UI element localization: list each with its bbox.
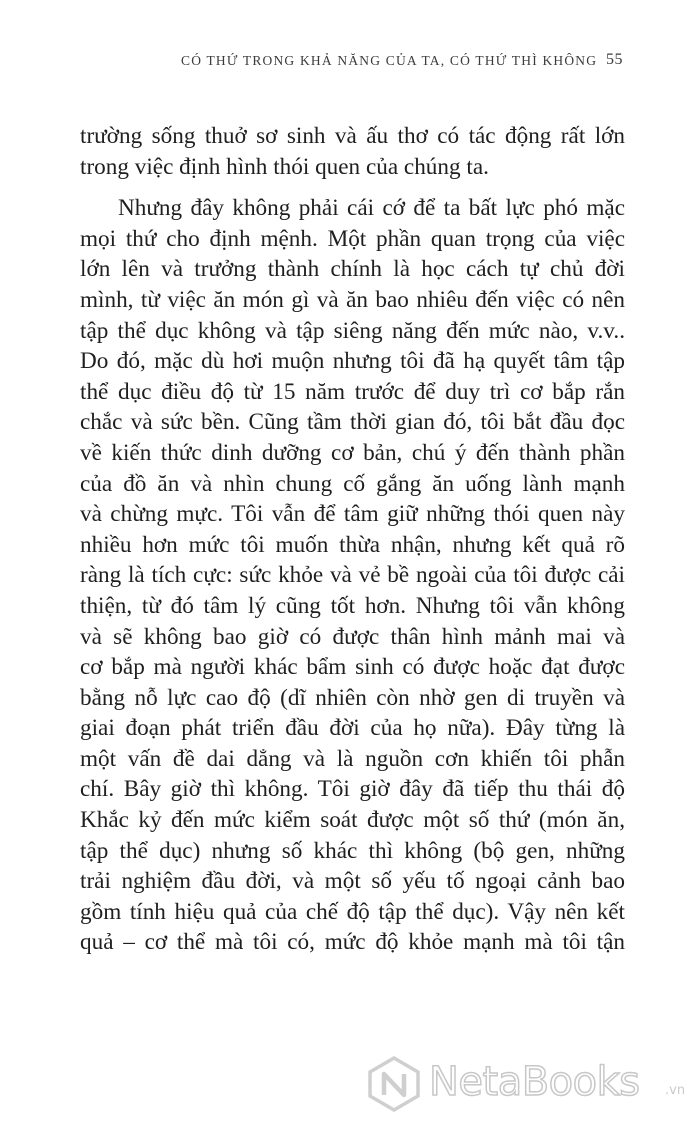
text-line: mọi thứ cho định mệnh. Một phần quan trọng của việc <box>80 225 625 252</box>
text-line: giai đoạn phát triển đầu đời của họ nữa). Đây từng là <box>80 715 625 742</box>
text-line: ràng là tích cực: sức khỏe và vẻ bề ngoài của tôi được cải <box>80 562 625 589</box>
text-line: lớn lên và trưởng thành chính là học cách tự chủ đời <box>80 256 625 283</box>
text-line: bằng nỗ lực cao độ (dĩ nhiên còn nhờ gen di truyền và <box>80 684 625 711</box>
text-line: một vấn đề dai dẳng và là nguồn cơn khiến tôi phẫn <box>80 745 625 772</box>
text-line: tập thể dục không và tập siêng năng đến mức nào, v.v.. <box>80 317 625 344</box>
paragraph <box>80 193 625 958</box>
text-line: cơ bắp mà người khác bẩm sinh có được hoặc đạt được <box>80 654 625 681</box>
text-line: Nhưng đây không phải cái cớ để ta bất lực phó mặc <box>118 195 625 222</box>
text-line: thiện, từ đó tâm lý cũng tốt hơn. Nhưng tôi vẫn không <box>80 592 625 619</box>
text-line: tập thể dục) nhưng số khác thì không (bộ gen, những <box>80 837 625 864</box>
text-line: chắc và sức bền. Cũng tầm thời gian đó, tôi bắt đầu đọc <box>80 409 625 436</box>
text-line: về kiến thức dinh dưỡng cơ bản, chú ý đến thành phần <box>80 439 625 466</box>
text-line: nhiều hơn mức tôi muốn thừa nhận, nhưng kết quả rõ <box>80 531 625 558</box>
running-header <box>0 49 700 73</box>
text-line: quả – cơ thể mà tôi có, mức độ khỏe mạnh mà tôi tận <box>80 929 625 956</box>
page-number: 55 <box>606 51 623 68</box>
text-line: trong việc định hình thói quen của chúng ta. <box>80 153 489 180</box>
text-line: mình, từ việc ăn món gì và ăn bao nhiêu đến việc có nên <box>80 286 625 313</box>
running-header-title: CÓ THỨ TRONG KHẢ NĂNG CỦA TA, CÓ THỨ THÌ KHÔNG <box>181 53 598 68</box>
text-line: và sẽ không bao giờ có được thân hình mảnh mai và <box>80 623 625 650</box>
text-line: Do đó, mặc dù hơi muộn nhưng tôi đã hạ quyết tâm tập <box>80 348 625 375</box>
text-line: chí. Bây giờ thì không. Tôi giờ đây đã tiếp thu thái độ <box>80 776 625 803</box>
text-line: và chừng mực. Tôi vẫn để tâm giữ những thói quen này <box>80 501 625 528</box>
text-line: gồm tính hiệu quả của chế độ tập thể dục). Vậy nên kết <box>80 898 625 925</box>
watermark-brand: NetaBooks <box>429 1059 640 1105</box>
text-line: của đồ ăn và nhìn chung cố gắng ăn uống lành mạnh <box>80 470 625 497</box>
text-line: trường sống thuở sơ sinh và ấu thơ có tác động rất lớn <box>80 123 625 149</box>
watermark <box>365 1053 695 1117</box>
text-line: Khắc kỷ đến mức kiểm soát được một số thứ (món ăn, <box>80 807 625 834</box>
paragraph <box>80 121 625 182</box>
text-line: thể dục điều độ từ 15 năm trước để duy trì cơ bắp rắn <box>80 378 625 405</box>
netabooks-logo-icon <box>365 1055 423 1113</box>
watermark-suffix: .vn <box>665 1083 686 1098</box>
text-line: trải nghiệm đầu đời, và một số yếu tố ngoại cảnh bao <box>80 868 625 895</box>
body-text <box>80 121 625 958</box>
